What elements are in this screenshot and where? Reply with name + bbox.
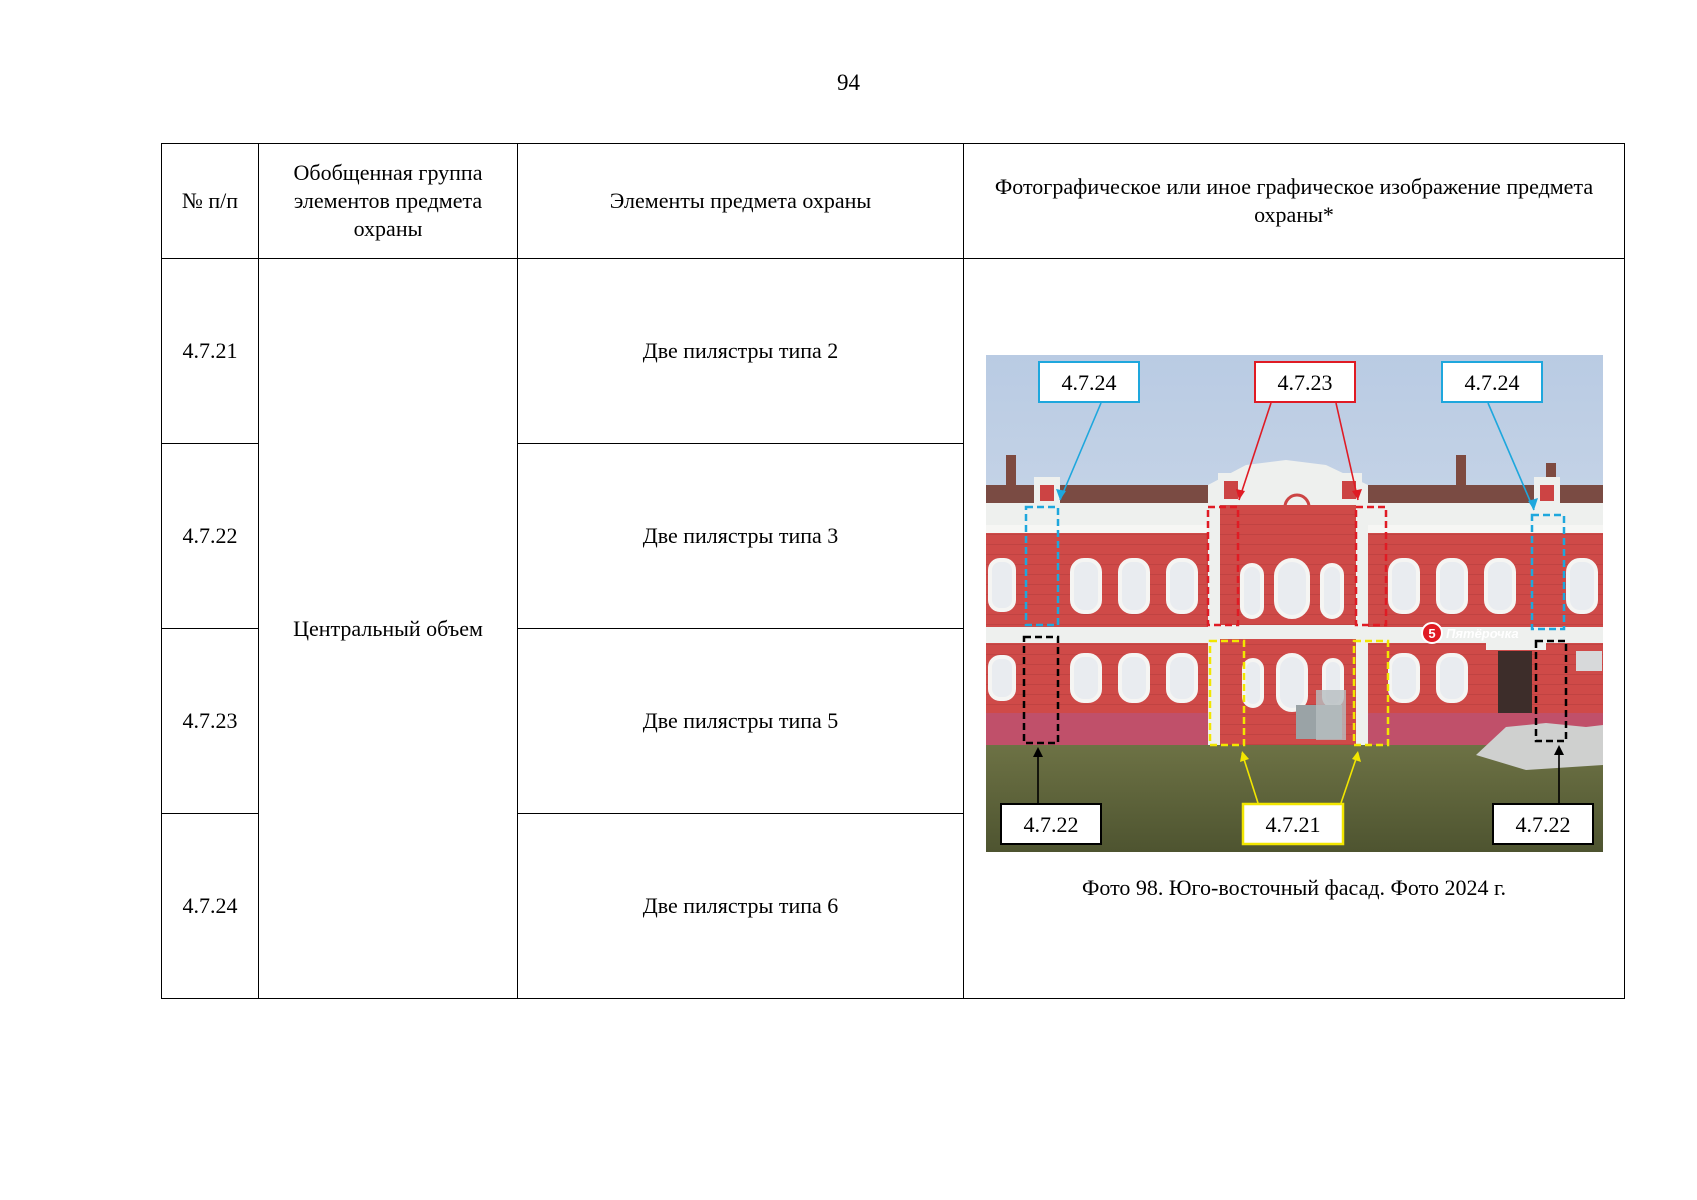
image-cell: [964, 259, 1625, 999]
svg-text:4.7.22: 4.7.22: [1023, 812, 1078, 837]
svg-text:4.7.24: 4.7.24: [1061, 370, 1116, 395]
row-number: 4.7.23: [162, 629, 259, 814]
upper-windows: [990, 560, 1596, 617]
shop-sign: [1422, 623, 1519, 643]
label-top-right: [1442, 362, 1542, 402]
row-number: 4.7.21: [162, 259, 259, 444]
protection-subject-table: [161, 143, 1625, 999]
row-element: Две пилястры типа 2: [518, 259, 964, 444]
svg-text:4.7.24: 4.7.24: [1464, 370, 1519, 395]
svg-text:4.7.21: 4.7.21: [1265, 812, 1320, 837]
group-cell: Центральный объем: [259, 259, 518, 999]
svg-text:4.7.23: 4.7.23: [1277, 370, 1332, 395]
row-element: Две пилястры типа 3: [518, 444, 964, 629]
shop-logo-digit: 5: [1427, 626, 1436, 641]
label-top-center: [1255, 362, 1355, 402]
header-group: Обобщенная группа элементов предмета охраны: [259, 144, 518, 259]
row-element: Две пилястры типа 6: [518, 814, 964, 999]
table-header-row: [162, 144, 1625, 259]
label-bottom-center: [1243, 804, 1343, 844]
label-bottom-right: [1493, 804, 1593, 844]
label-top-left: [1039, 362, 1139, 402]
photo-caption: Фото 98. Юго-восточный фасад. Фото 2024 г.: [1082, 875, 1506, 900]
header-elements: Элементы предмета охраны: [518, 144, 964, 259]
row-number: 4.7.24: [162, 814, 259, 999]
header-image: Фотографическое или иное графическое изображение предмета охраны*: [964, 144, 1625, 259]
svg-text:4.7.22: 4.7.22: [1515, 812, 1570, 837]
photo-figure: [986, 355, 1603, 902]
shop-sign-text: Пятёрочка: [1445, 626, 1519, 641]
row-number: 4.7.22: [162, 444, 259, 629]
page-number: 94: [837, 70, 860, 95]
facade-photo: [986, 355, 1603, 852]
row-element: Две пилястры типа 5: [518, 629, 964, 814]
shop-door: [1498, 651, 1532, 713]
label-bottom-left: [1001, 804, 1101, 844]
table-row: [162, 259, 1625, 444]
header-number: № п/п: [162, 144, 259, 259]
